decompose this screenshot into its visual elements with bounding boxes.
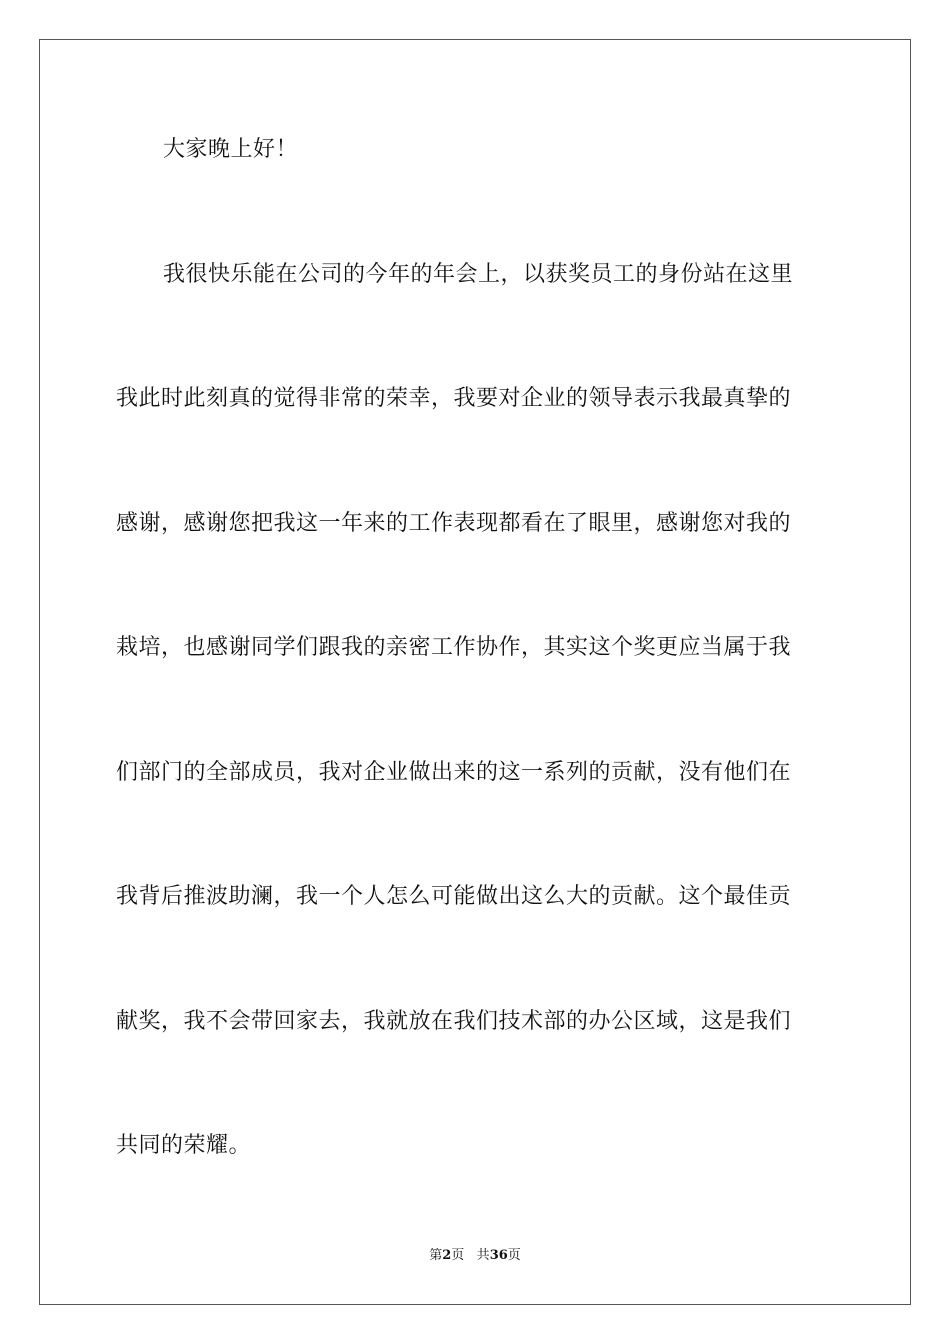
paragraph-line-7: 献奖，我不会带回家去，我就放在我们技术部的办公区域，这是我们 [116, 1009, 792, 1034]
total-pages: 36 [489, 1248, 508, 1263]
page-suffix: 页 [451, 1248, 465, 1263]
paragraph-line-6: 我背后推波助澜，我一个人怎么可能做出这么大的贡献。这个最佳贡 [116, 884, 792, 909]
paragraph-line-3: 感谢，感谢您把我这一年来的工作表现都看在了眼里，感谢您对我的 [116, 511, 792, 536]
paragraph-line-8: 共同的荣耀。 [116, 1133, 252, 1158]
paragraph-line-4: 栽培，也感谢同学们跟我的亲密工作协作，其实这个奖更应当属于我 [116, 635, 792, 660]
page-prefix: 第 [429, 1248, 443, 1263]
paragraph-line-2: 我此时此刻真的觉得非常的荣幸，我要对企业的领导表示我最真挚的 [116, 386, 792, 411]
total-prefix: 共 [476, 1248, 490, 1263]
page-number: 2 [442, 1248, 452, 1263]
greeting-line: 大家晚上好！ [163, 137, 299, 162]
page-footer [0, 1247, 950, 1265]
paragraph-line-5: 们部门的全部成员，我对企业做出来的这一系列的贡献，没有他们在 [116, 760, 792, 785]
page-border [39, 39, 911, 1305]
paragraph-line-1: 我很快乐能在公司的今年的年会上，以获奖员工的身份站在这里 [163, 262, 794, 287]
total-suffix: 页 [507, 1248, 521, 1263]
